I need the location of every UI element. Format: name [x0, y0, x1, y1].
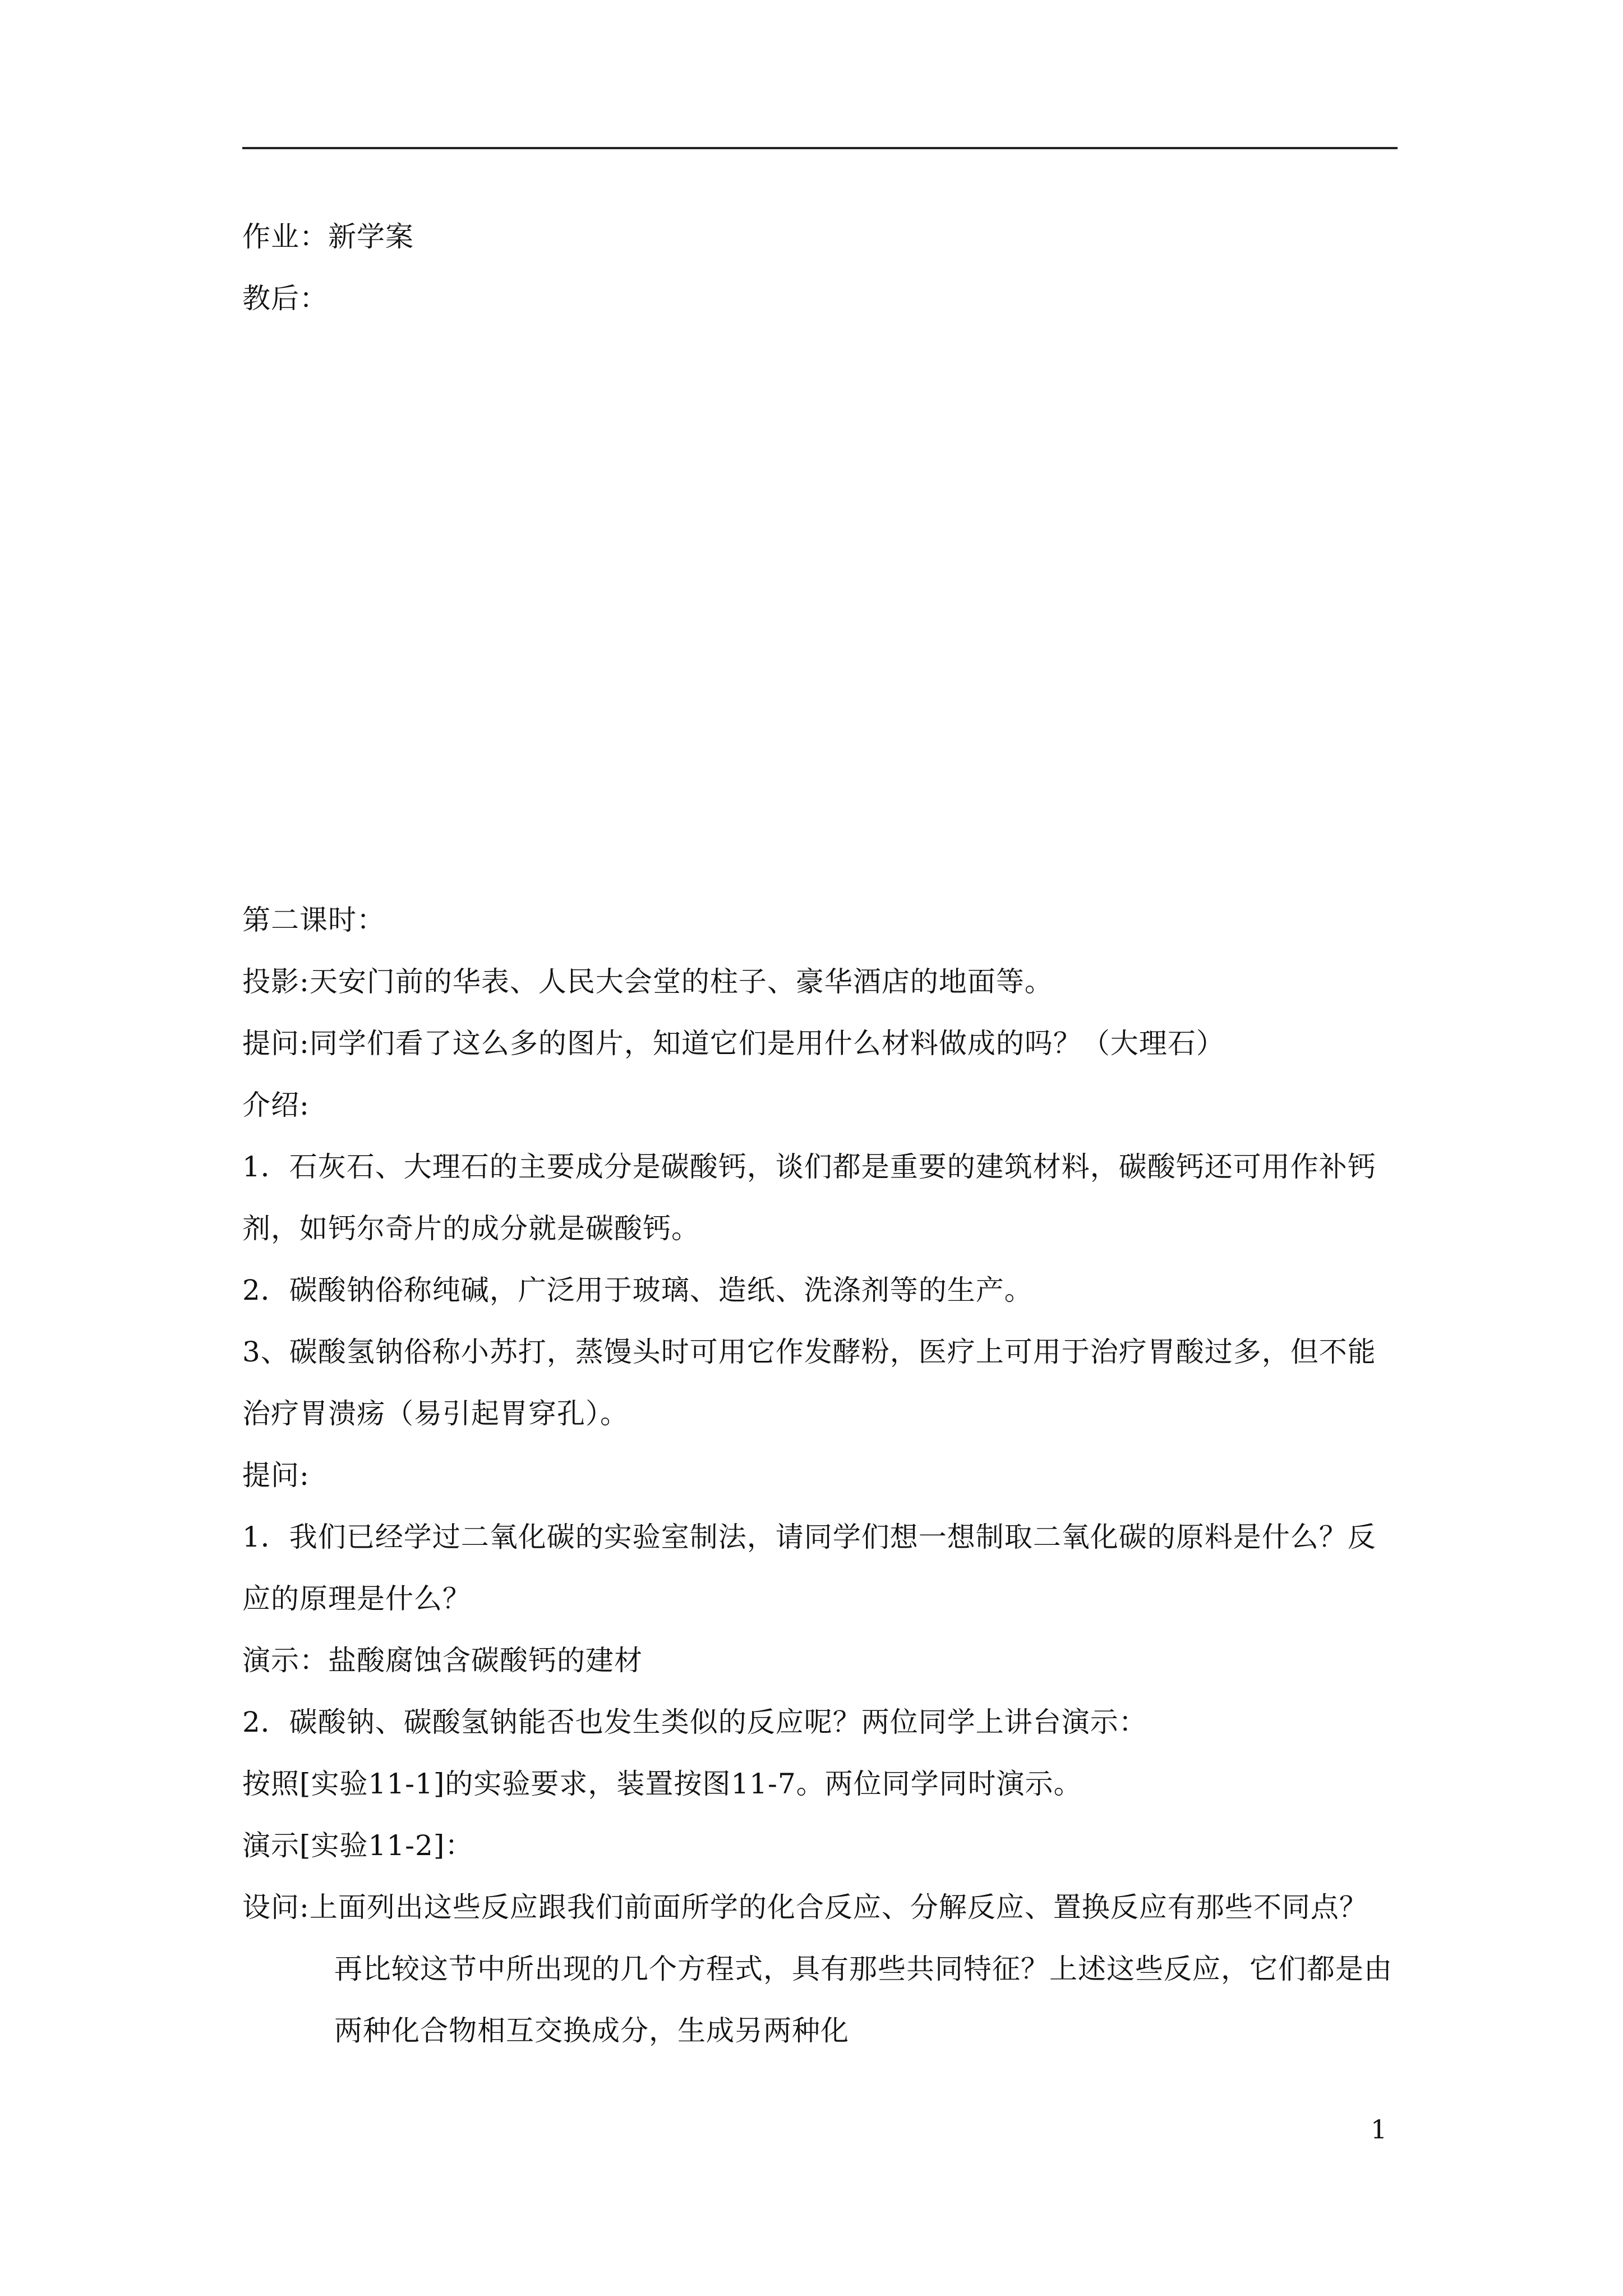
inquiry-line-b: 再比较这节中所出现的几个方程式，具有那些共同特征？上述这些反应，它们都是由 [334, 1953, 1393, 1985]
question-1-line-a: 1．我们已经学过二氧化碳的实验室制法，请同学们想一想制取二氧化碳的原料是什么？反 [242, 1521, 1376, 1553]
item-3-line-a: 3、碳酸氢钠俗称小苏打，蒸馒头时可用它作发酵粉，医疗上可用于治疗胃酸过多，但不能 [242, 1336, 1376, 1368]
projection-line: 投影:天安门前的华表、人民大会堂的柱子、豪华酒店的地面等。 [242, 965, 1053, 998]
page-number: 1 [1371, 2114, 1387, 2145]
after-teaching-line: 教后： [242, 282, 328, 315]
inquiry-line-c: 两种化合物相互交换成分，生成另两种化 [334, 2014, 849, 2047]
introduction-label: 介绍: [242, 1089, 310, 1121]
demo-line: 演示：盐酸腐蚀含碳酸钙的建材 [242, 1644, 643, 1677]
item-3-line-b: 治疗胃溃疡（易引起胃穿孔）。 [242, 1397, 629, 1430]
question-1-line-b: 应的原理是什么？ [242, 1582, 471, 1615]
question-2-line: 2．碳酸钠、碳酸氢钠能否也发生类似的反应呢？两位同学上讲台演示： [242, 1706, 1147, 1738]
question-label: 提问: [242, 1459, 310, 1492]
header-rule [242, 147, 1398, 149]
experiment-setup-line: 按照[实验11-1]的实验要求，装置按图11-7。两位同学同时演示。 [242, 1768, 1082, 1800]
item-1-line-b: 剂，如钙尔奇片的成分就是碳酸钙。 [242, 1212, 700, 1245]
homework-line: 作业：新学案 [242, 220, 414, 253]
demo-experiment-line: 演示[实验11-2]： [242, 1829, 474, 1862]
item-2-line: 2．碳酸钠俗称纯碱，广泛用于玻璃、造纸、洗涤剂等的生产。 [242, 1274, 1033, 1306]
inquiry-line-a: 设问:上面列出这些反应跟我们前面所学的化合反应、分解反应、置换反应有那些不同点？ [242, 1891, 1368, 1924]
second-lesson-heading: 第二课时： [242, 904, 385, 936]
question-line: 提问:同学们看了这么多的图片，知道它们是用什么材料做成的吗？（大理石） [242, 1027, 1225, 1060]
item-1-line-a: 1．石灰石、大理石的主要成分是碳酸钙，谈们都是重要的建筑材料，碳酸钙还可用作补钙 [242, 1151, 1376, 1183]
